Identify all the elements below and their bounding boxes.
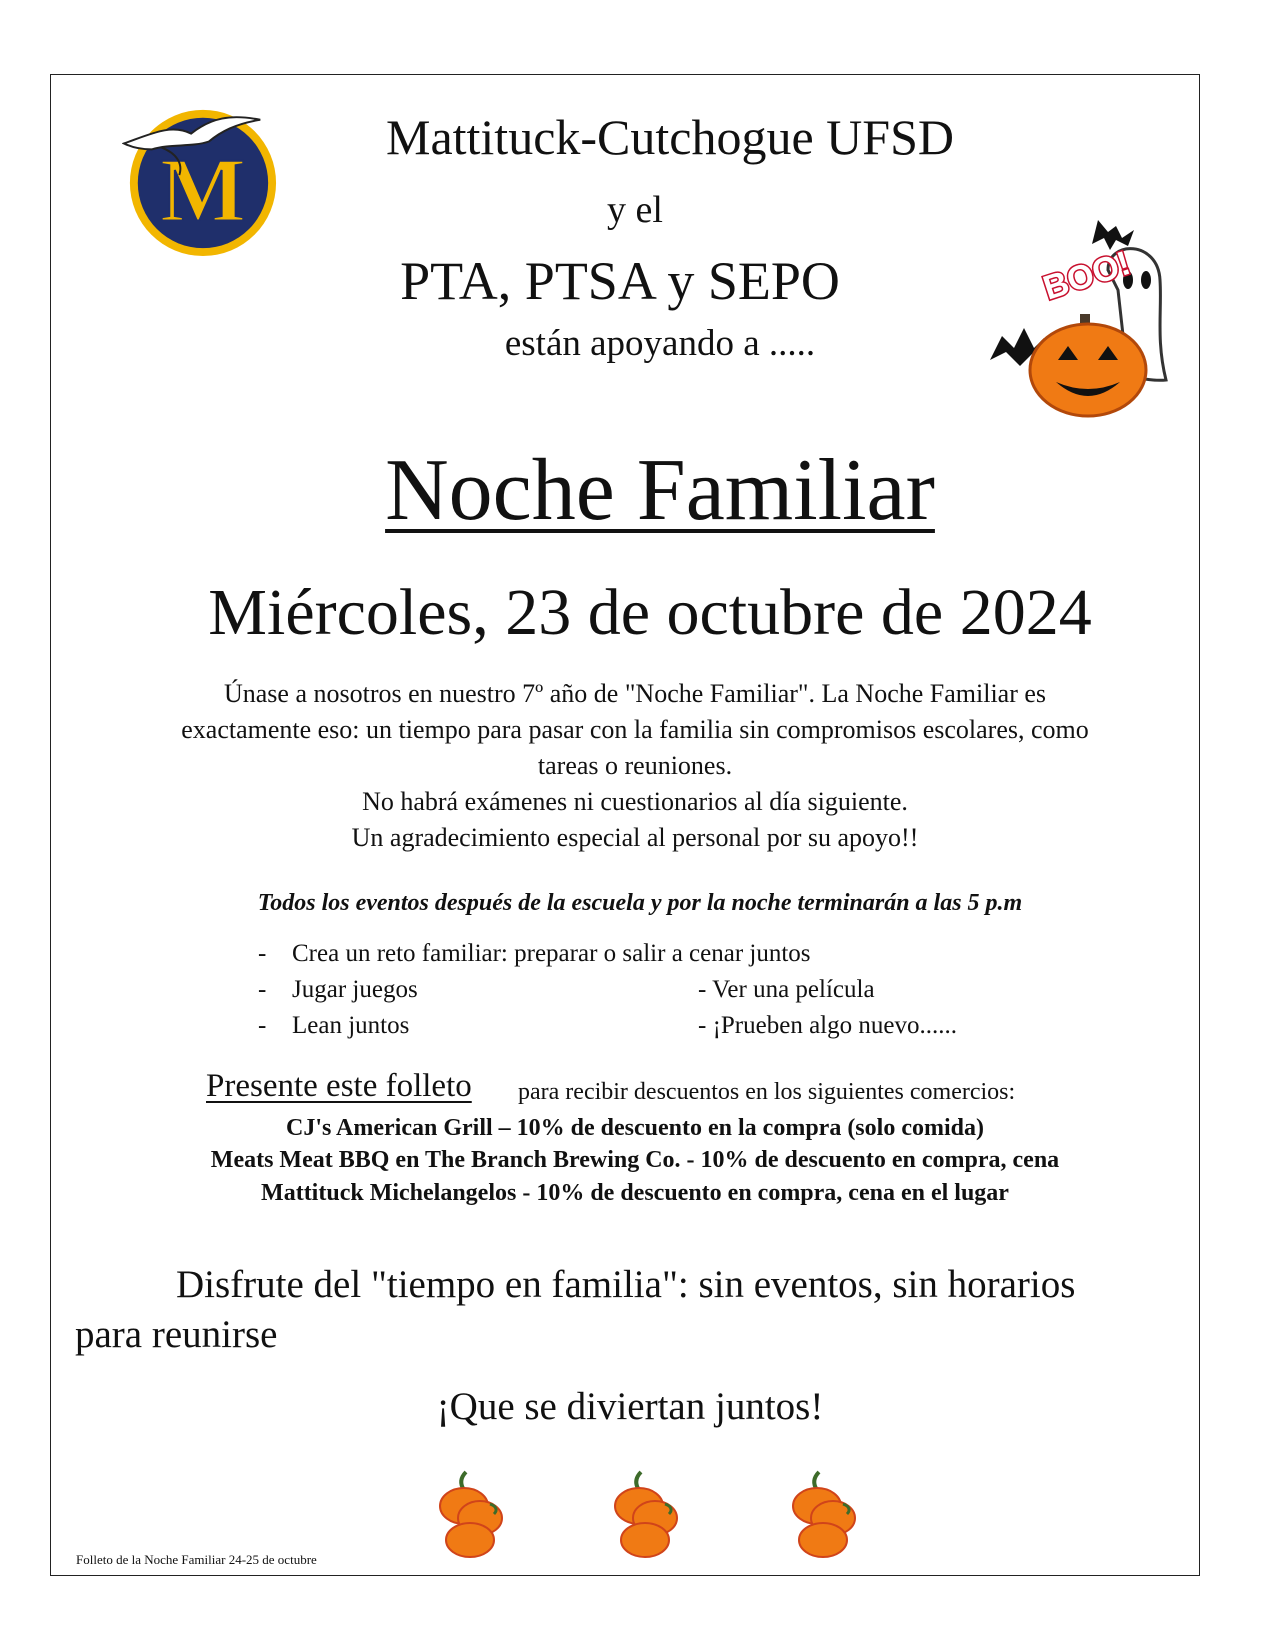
pumpkin-icon <box>783 1470 863 1560</box>
activity-item: Lean juntos <box>292 1012 410 1039</box>
conjunction: y el <box>607 189 663 231</box>
svg-text:BOO!: BOO! <box>1038 244 1135 308</box>
intro-paragraph <box>70 676 1200 856</box>
bullet-dash: - <box>258 940 267 967</box>
intro-line: tareas o reuniones. <box>537 751 733 780</box>
closing-line: Disfrute del "tiempo en familia": sin eventos, sin horarios <box>176 1263 1076 1306</box>
intro-line: exactamente eso: un tiempo para pasar con la familia sin compromisos escolares, como <box>181 715 1089 744</box>
pumpkin-icon <box>605 1470 685 1560</box>
school-logo <box>122 103 280 259</box>
activity-item: - ¡Prueben algo nuevo...... <box>698 1012 957 1039</box>
footer-note: Folleto de la Noche Familiar 24-25 de octubre <box>76 1552 317 1567</box>
discount-item: Mattituck Michelangelos - 10% de descuento en compra, cena en el lugar <box>261 1180 1009 1206</box>
closing-cheer: ¡Que se diviertan juntos! <box>436 1385 824 1428</box>
bullet-dash: - <box>258 976 267 1003</box>
event-title: Noche Familiar <box>385 442 935 539</box>
bat-icon <box>1092 220 1134 250</box>
intro-line: Un agradecimiento especial al personal por su apoyo!! <box>351 823 919 852</box>
supporting-line: están apoyando a ..... <box>504 323 816 364</box>
groups: PTA, PTSA y SEPO <box>400 251 840 311</box>
intro-line: Únase a nosotros en nuestro 7º año de "Noche Familiar". La Noche Familiar es <box>223 679 1047 708</box>
activity-item: Crea un reto familiar: preparar o salir a cenar juntos <box>292 940 811 967</box>
activity-item: - Ver una película <box>698 976 875 1003</box>
event-date: Miércoles, 23 de octubre de 2024 <box>208 576 1092 649</box>
bullet-dash: - <box>258 1012 267 1039</box>
halloween-clipart <box>988 210 1188 432</box>
org-name: Mattituck-Cutchogue UFSD <box>385 109 955 165</box>
closing-line: para reunirse <box>75 1313 278 1356</box>
discount-item: Meats Meat BBQ en The Branch Brewing Co. - 10% de descuento en compra, cena <box>210 1147 1060 1173</box>
discount-lead: Presente este folleto <box>206 1068 472 1104</box>
end-time-notice: Todos los eventos después de la escuela y por la noche terminarán a las 5 p.m <box>257 890 1023 916</box>
intro-line: No habrá exámenes ni cuestionarios al día siguiente. <box>362 787 908 816</box>
activity-item: Jugar juegos <box>292 976 418 1003</box>
discount-lead-rest: para recibir descuentos en los siguientes comercios: <box>518 1079 1016 1105</box>
discount-item: CJ's American Grill – 10% de descuento en la compra (solo comida) <box>286 1115 984 1141</box>
pumpkin-icon <box>430 1470 510 1560</box>
logo-letter: M <box>160 139 246 241</box>
